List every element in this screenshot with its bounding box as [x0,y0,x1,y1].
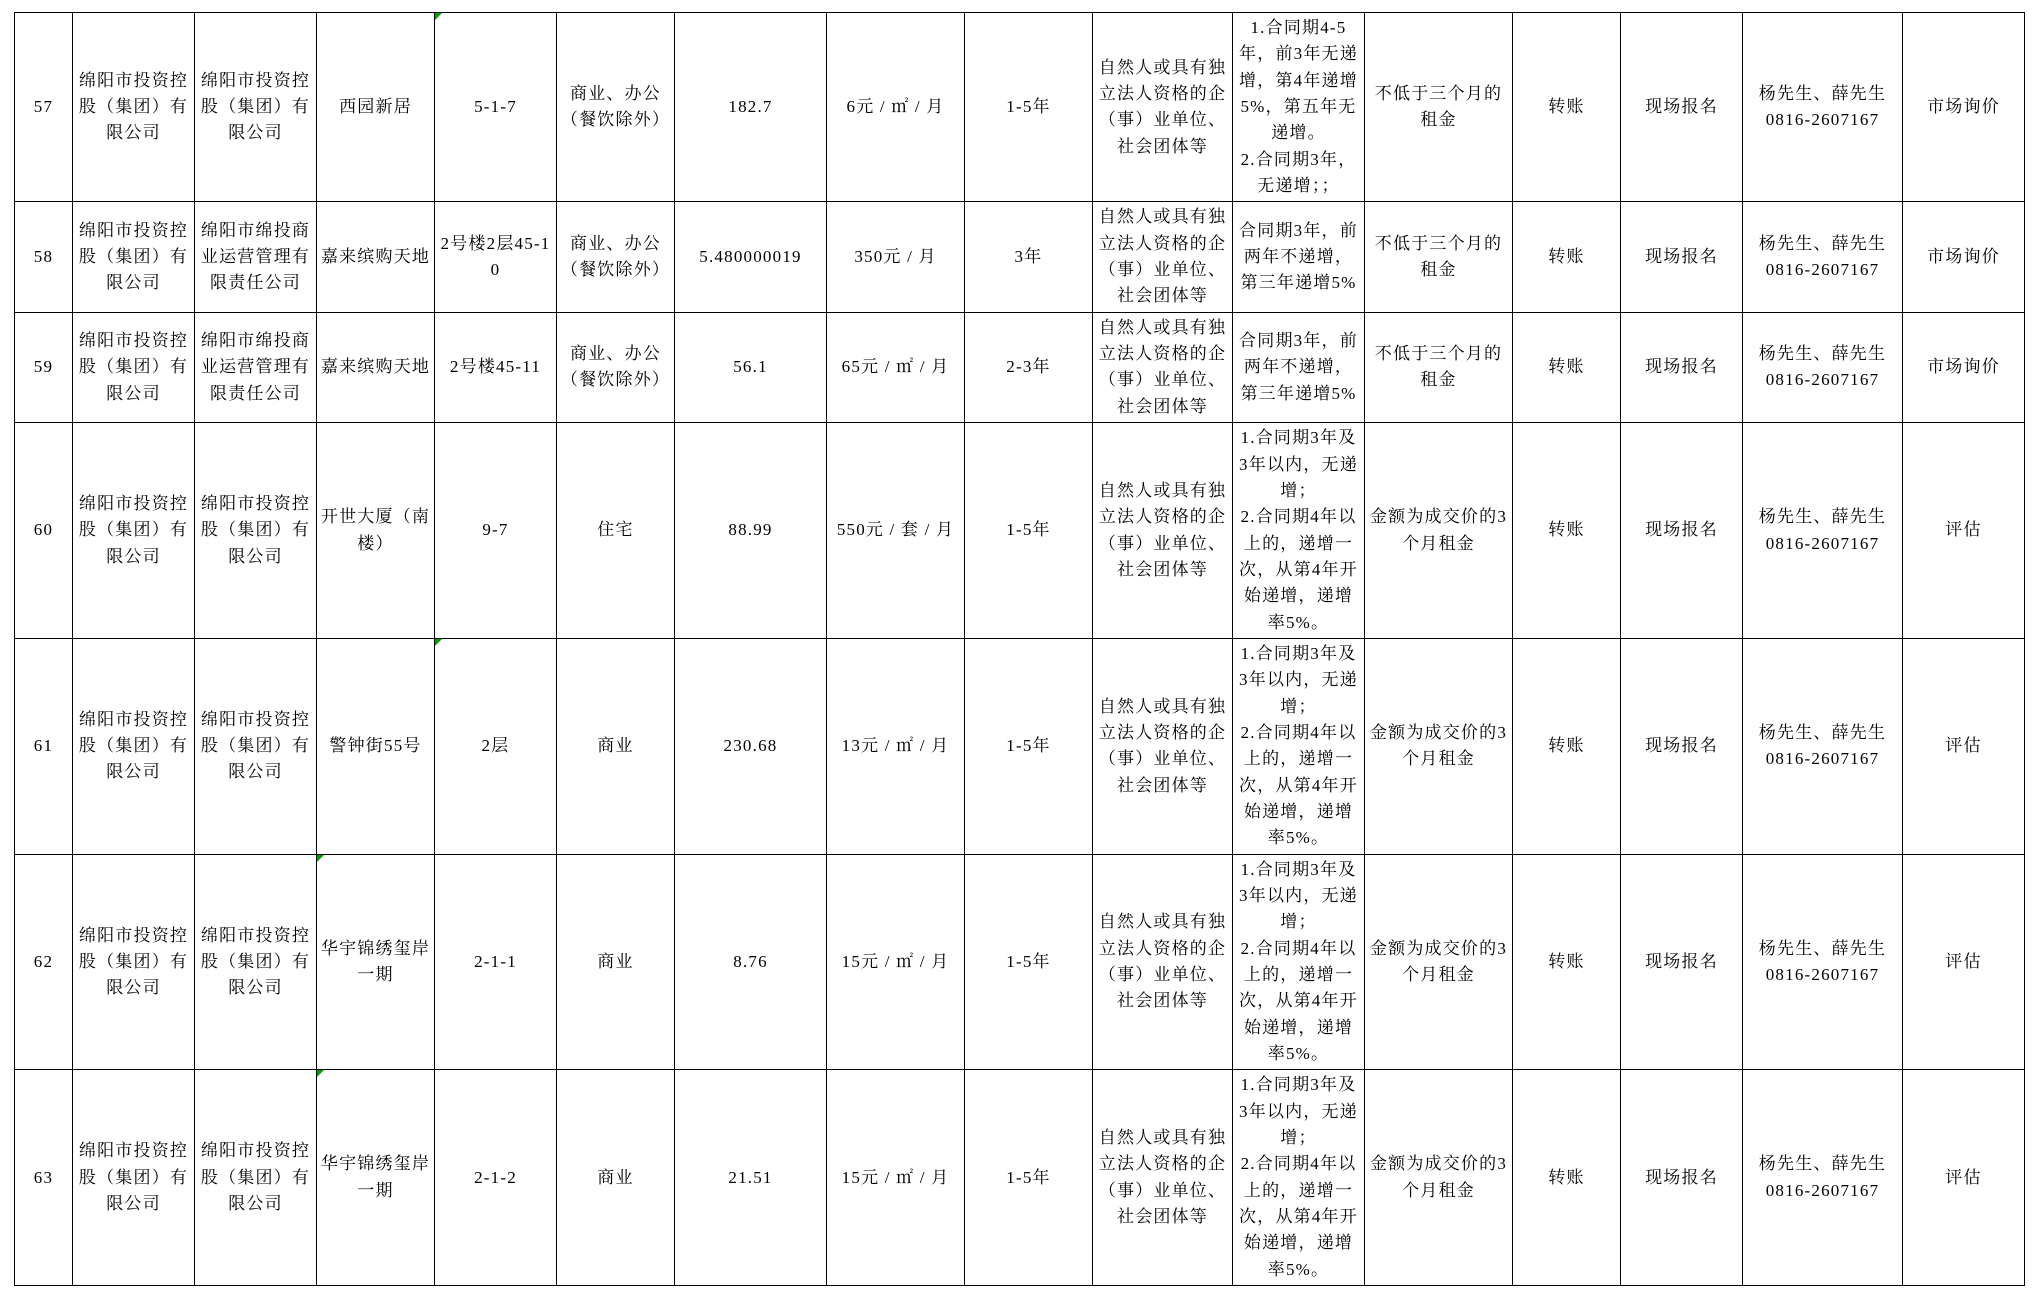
cell-manager[interactable]: 绵阳市投资控股（集团）有限公司 [195,1070,317,1286]
cell-price[interactable]: 65元 / ㎡ / 月 [827,312,965,422]
cell-contact[interactable]: 杨先生、薛先生 0816-2607167 [1743,312,1903,422]
cell-contact[interactable]: 杨先生、薛先生 0816-2607167 [1743,423,1903,639]
cell-unit[interactable]: 2号楼45-11 [435,312,557,422]
table-row [15,13,2025,202]
cell-signup[interactable]: 现场报名 [1621,1070,1743,1286]
cell-signup[interactable]: 现场报名 [1621,638,1743,854]
cell-project[interactable]: 华宇锦绣玺岸一期 [317,854,435,1070]
cell-index[interactable]: 57 [15,13,73,202]
cell-index[interactable]: 58 [15,202,73,312]
cell-owner[interactable]: 绵阳市投资控股（集团）有限公司 [73,13,195,202]
cell-pricing[interactable]: 评估 [1903,1070,2025,1286]
cell-increase[interactable]: 1.合同期3年及3年以内，无递增； 2.合同期4年以上的，递增一次，从第4年开始递增，递增率5%。 [1233,854,1365,1070]
cell-unit[interactable]: 2号楼2层45-10 [435,202,557,312]
cell-increase[interactable]: 1.合同期3年及3年以内，无递增； 2.合同期4年以上的，递增一次，从第4年开始递增，递增率5%。 [1233,423,1365,639]
cell-index[interactable]: 59 [15,312,73,422]
cell-owner[interactable]: 绵阳市投资控股（集团）有限公司 [73,1070,195,1286]
cell-target[interactable]: 自然人或具有独立法人资格的企（事）业单位、社会团体等 [1093,638,1233,854]
cell-deposit[interactable]: 金额为成交价的3个月租金 [1365,638,1513,854]
cell-usage[interactable]: 商业 [557,854,675,1070]
cell-unit[interactable]: 2-1-2 [435,1070,557,1286]
cell-usage[interactable]: 商业 [557,1070,675,1286]
cell-signup[interactable]: 现场报名 [1621,312,1743,422]
cell-area[interactable]: 88.99 [675,423,827,639]
cell-usage[interactable]: 商业、办公（餐饮除外） [557,202,675,312]
cell-deposit[interactable]: 金额为成交价的3个月租金 [1365,1070,1513,1286]
cell-term[interactable]: 3年 [965,202,1093,312]
cell-unit[interactable]: 2层 [435,638,557,854]
table-row [15,423,2025,639]
cell-owner[interactable]: 绵阳市投资控股（集团）有限公司 [73,312,195,422]
cell-price[interactable]: 13元 / ㎡ / 月 [827,638,965,854]
cell-owner[interactable]: 绵阳市投资控股（集团）有限公司 [73,202,195,312]
cell-deposit[interactable]: 金额为成交价的3个月租金 [1365,423,1513,639]
cell-owner[interactable]: 绵阳市投资控股（集团）有限公司 [73,423,195,639]
cell-contact[interactable]: 杨先生、薛先生 0816-2607167 [1743,202,1903,312]
cell-index[interactable]: 63 [15,1070,73,1286]
cell-manager[interactable]: 绵阳市投资控股（集团）有限公司 [195,638,317,854]
cell-unit[interactable]: 5-1-7 [435,13,557,202]
cell-payment[interactable]: 转账 [1513,1070,1621,1286]
cell-payment[interactable]: 转账 [1513,423,1621,639]
cell-manager[interactable]: 绵阳市绵投商业运营管理有限责任公司 [195,202,317,312]
cell-area[interactable]: 56.1 [675,312,827,422]
rental-listing-table [14,12,2025,1286]
cell-usage[interactable]: 住宅 [557,423,675,639]
cell-pricing[interactable]: 市场询价 [1903,13,2025,202]
cell-deposit[interactable]: 不低于三个月的租金 [1365,312,1513,422]
cell-unit[interactable]: 2-1-1 [435,854,557,1070]
cell-owner[interactable]: 绵阳市投资控股（集团）有限公司 [73,638,195,854]
cell-target[interactable]: 自然人或具有独立法人资格的企（事）业单位、社会团体等 [1093,312,1233,422]
cell-increase[interactable]: 1.合同期3年及3年以内，无递增； 2.合同期4年以上的，递增一次，从第4年开始递增，递增率5%。 [1233,1070,1365,1286]
cell-index[interactable]: 61 [15,638,73,854]
cell-pricing[interactable]: 评估 [1903,854,2025,1070]
cell-area[interactable]: 21.51 [675,1070,827,1286]
cell-deposit[interactable]: 不低于三个月的租金 [1365,202,1513,312]
table-row [15,312,2025,422]
cell-target[interactable]: 自然人或具有独立法人资格的企（事）业单位、社会团体等 [1093,1070,1233,1286]
cell-index[interactable]: 62 [15,854,73,1070]
cell-payment[interactable]: 转账 [1513,202,1621,312]
cell-area[interactable]: 230.68 [675,638,827,854]
cell-manager[interactable]: 绵阳市投资控股（集团）有限公司 [195,854,317,1070]
cell-payment[interactable]: 转账 [1513,854,1621,1070]
cell-area[interactable]: 8.76 [675,854,827,1070]
cell-index[interactable]: 60 [15,423,73,639]
cell-term[interactable]: 1-5年 [965,638,1093,854]
cell-area[interactable]: 5.480000019 [675,202,827,312]
cell-owner[interactable]: 绵阳市投资控股（集团）有限公司 [73,854,195,1070]
cell-unit[interactable]: 9-7 [435,423,557,639]
cell-deposit[interactable]: 金额为成交价的3个月租金 [1365,854,1513,1070]
cell-signup[interactable]: 现场报名 [1621,423,1743,639]
table-row [15,202,2025,312]
cell-pricing[interactable]: 市场询价 [1903,312,2025,422]
cell-project[interactable]: 嘉来缤购天地 [317,312,435,422]
cell-payment[interactable]: 转账 [1513,13,1621,202]
cell-term[interactable]: 1-5年 [965,1070,1093,1286]
cell-payment[interactable]: 转账 [1513,312,1621,422]
cell-contact[interactable]: 杨先生、薛先生 0816-2607167 [1743,1070,1903,1286]
cell-target[interactable]: 自然人或具有独立法人资格的企（事）业单位、社会团体等 [1093,13,1233,202]
cell-term[interactable]: 2-3年 [965,312,1093,422]
cell-price[interactable]: 15元 / ㎡ / 月 [827,854,965,1070]
cell-pricing[interactable]: 评估 [1903,423,2025,639]
cell-price[interactable]: 15元 / ㎡ / 月 [827,1070,965,1286]
cell-payment[interactable]: 转账 [1513,638,1621,854]
cell-price[interactable]: 6元 / ㎡ / 月 [827,13,965,202]
cell-signup[interactable]: 现场报名 [1621,854,1743,1070]
cell-area[interactable]: 182.7 [675,13,827,202]
cell-contact[interactable]: 杨先生、薛先生 0816-2607167 [1743,854,1903,1070]
cell-usage[interactable]: 商业 [557,638,675,854]
table-row [15,638,2025,854]
cell-target[interactable]: 自然人或具有独立法人资格的企（事）业单位、社会团体等 [1093,202,1233,312]
cell-project[interactable]: 警钟街55号 [317,638,435,854]
cell-increase[interactable]: 合同期3年，前两年不递增，第三年递增5% [1233,202,1365,312]
cell-project[interactable]: 西园新居 [317,13,435,202]
cell-pricing[interactable]: 评估 [1903,638,2025,854]
cell-usage[interactable]: 商业、办公（餐饮除外） [557,13,675,202]
cell-increase[interactable]: 1.合同期4-5年，前3年无递增，第4年递增5%，第五年无递增。 2.合同期3年，无递增；； [1233,13,1365,202]
table-row [15,1070,2025,1286]
cell-manager[interactable]: 绵阳市绵投商业运营管理有限责任公司 [195,312,317,422]
cell-project[interactable]: 开世大厦（南楼） [317,423,435,639]
cell-increase[interactable]: 合同期3年，前两年不递增，第三年递增5% [1233,312,1365,422]
table-row [15,854,2025,1070]
cell-pricing[interactable]: 市场询价 [1903,202,2025,312]
cell-manager[interactable]: 绵阳市投资控股（集团）有限公司 [195,13,317,202]
cell-term[interactable]: 1-5年 [965,13,1093,202]
cell-contact[interactable]: 杨先生、薛先生 0816-2607167 [1743,13,1903,202]
cell-usage[interactable]: 商业、办公（餐饮除外） [557,312,675,422]
table-body [15,13,2025,1286]
cell-term[interactable]: 1-5年 [965,854,1093,1070]
cell-signup[interactable]: 现场报名 [1621,202,1743,312]
cell-deposit[interactable]: 不低于三个月的租金 [1365,13,1513,202]
cell-target[interactable]: 自然人或具有独立法人资格的企（事）业单位、社会团体等 [1093,423,1233,639]
cell-price[interactable]: 350元 / 月 [827,202,965,312]
cell-price[interactable]: 550元 / 套 / 月 [827,423,965,639]
cell-signup[interactable]: 现场报名 [1621,13,1743,202]
cell-manager[interactable]: 绵阳市投资控股（集团）有限公司 [195,423,317,639]
cell-increase[interactable]: 1.合同期3年及3年以内，无递增； 2.合同期4年以上的，递增一次，从第4年开始递增，递增率5%。 [1233,638,1365,854]
cell-project[interactable]: 嘉来缤购天地 [317,202,435,312]
cell-term[interactable]: 1-5年 [965,423,1093,639]
cell-project[interactable]: 华宇锦绣玺岸一期 [317,1070,435,1286]
cell-target[interactable]: 自然人或具有独立法人资格的企（事）业单位、社会团体等 [1093,854,1233,1070]
cell-contact[interactable]: 杨先生、薛先生 0816-2607167 [1743,638,1903,854]
